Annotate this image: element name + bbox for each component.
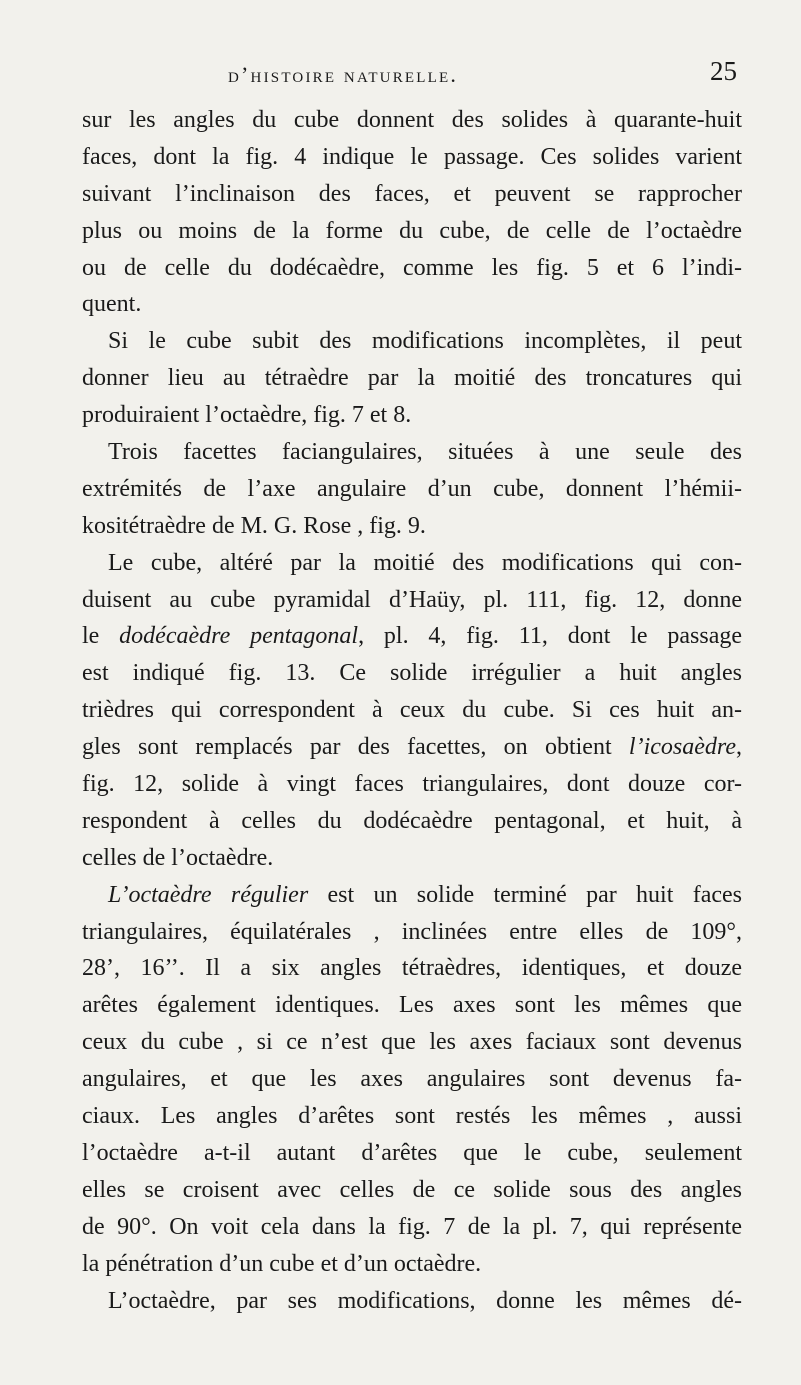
text-line [82,397,742,434]
text-run: , [736,734,742,761]
text-run: produiraient l’octaèdre, fig. 7 et 8. [82,402,412,429]
running-head [0,52,801,92]
text-run: trièdres qui correspondent à ceux du cube. Si ces huit an- [82,697,742,724]
text-run: gles sont remplacés par des facettes, on obtient [82,734,629,761]
text-line [82,102,742,139]
text-run: Le cube, altéré par la moitié des modifications qui con- [108,549,742,576]
text-line [82,545,742,582]
text-line [82,213,742,250]
text-run: kositétraèdre de M. G. Rose , fig. 9. [82,512,426,539]
text-line [82,139,742,176]
text-line [82,803,742,840]
text-line [82,950,742,987]
text-run: la pénétration d’un cube et d’un octaèdre. [82,1250,482,1277]
text-line [82,914,742,951]
text-line [82,987,742,1024]
text-run: triangulaires, équilatérales , inclinées entre elles de 109°, [82,918,742,945]
text-line [82,877,742,914]
text-run: ou de celle du dodécaèdre, comme les fig. 5 et 6 l’indi- [82,254,742,281]
text-run: ceux du cube , si ce n’est que les axes faciaux sont devenus [82,1029,742,1056]
running-title: d’histoire naturelle. [228,62,459,87]
text-run: quent. [82,291,142,318]
text-run: l’octaèdre a-t-il autant d’arêtes que le cube, seulement [82,1139,742,1166]
text-line [82,840,742,877]
text-line [82,176,742,213]
text-run: fig. 12, solide à vingt faces triangulaires, dont douze cor- [82,771,742,798]
text-run: Trois facettes faciangulaires, situées à une seule des [108,439,742,466]
text-run: donner lieu au tétraèdre par la moitié des troncatures qui [82,365,742,392]
text-run: arêtes également identiques. Les axes sont les mêmes que [82,992,742,1019]
text-run: 28’, 16’’. Il a six angles tétraèdres, identiques, et douze [82,955,742,982]
text-run: faces, dont la fig. 4 indique le passage. Ces solides varient [82,143,742,170]
text-line [82,1246,742,1283]
text-run: ciaux. Les angles d’arêtes sont restés les mêmes , aussi [82,1103,742,1130]
text-run: de 90°. On voit cela dans la fig. 7 de la pl. 7, qui représente [82,1213,742,1240]
text-line [82,323,742,360]
text-run: Si le cube subit des modifications incomplètes, il peut [108,328,742,355]
text-line [82,1172,742,1209]
text-line [82,1135,742,1172]
italic-term: dodécaèdre pentagonal [119,623,359,650]
text-line [82,729,742,766]
text-line [82,286,742,323]
text-line [82,1098,742,1135]
text-line [82,1024,742,1061]
text-line [82,1061,742,1098]
text-run: suivant l’inclinaison des faces, et peuvent se rapprocher [82,180,742,207]
text-line [82,692,742,729]
text-run: est un solide terminé par huit faces [308,881,742,908]
text-run: plus ou moins de la forme du cube, de celle de l’octaèdre [82,217,742,244]
text-run: duisent au cube pyramidal d’Haüy, pl. 111, fig. 12, donne [82,586,742,613]
body-text [82,102,742,1319]
text-line [82,1209,742,1246]
text-run: angulaires, et que les axes angulaires sont devenus fa- [82,1066,742,1093]
text-line [82,434,742,471]
text-run: elles se croisent avec celles de ce solide sous des angles [82,1176,742,1203]
italic-term: l’icosaèdre [628,734,736,761]
text-line [82,250,742,287]
page-number: 25 [710,56,737,86]
italic-term: L’octaèdre régulier [108,881,309,908]
text-run: L’octaèdre, par ses modifications, donne les mêmes dé- [108,1287,742,1314]
text-line [82,618,742,655]
text-run: sur les angles du cube donnent des solides à quarante-huit [82,107,742,133]
text-line [82,508,742,545]
text-run: est indiqué fig. 13. Ce solide irrégulier a huit angles [82,660,742,687]
text-run: celles de l’octaèdre. [82,844,274,871]
text-line [82,360,742,397]
text-line [82,1283,742,1320]
text-line [82,471,742,508]
text-run: respondent à celles du dodécaèdre pentagonal, et huit, à [82,807,742,834]
text-run: le [82,623,120,650]
text-run: , pl. 4, fig. 11, dont le passage [358,623,743,650]
text-run: extrémités de l’axe angulaire d’un cube, donnent l’hémii- [82,475,742,502]
text-line [82,582,742,619]
text-line [82,766,742,803]
text-line [82,655,742,692]
